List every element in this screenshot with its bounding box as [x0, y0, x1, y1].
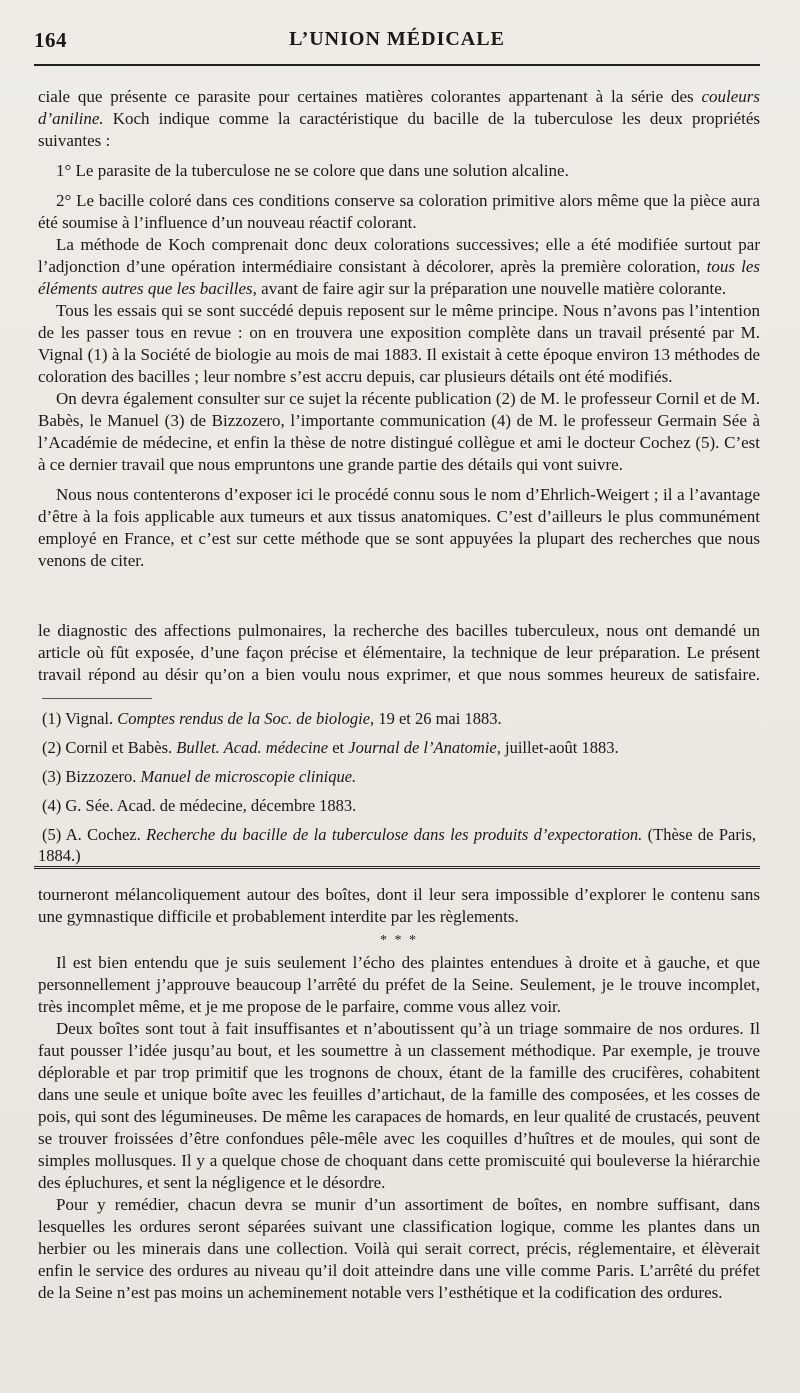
section-divider — [34, 866, 760, 872]
paragraph-4: La méthode de Koch comprenait donc deux colorations successives; elle a été modifiée surtout par l’adjonction d’une opération intermédiaire consistant à décolorer, après la première coloration, tous les éléments autres que les bacilles, avant de faire agir sur la préparation une nouvelle matière colorante. — [38, 235, 760, 298]
upper-article-continued — [38, 620, 760, 708]
paragraph-2: 1° Le parasite de la tuberculose ne se colore que dans une solution alcaline. — [56, 161, 569, 180]
dinkus: * * * — [380, 933, 418, 948]
footnote-4: (4) G. Sée. Acad. de médecine, décembre 1883. — [42, 796, 357, 815]
header-rule — [34, 64, 760, 66]
running-title: L’UNION MÉDICALE — [289, 28, 505, 50]
paragraph-8: le diagnostic des affections pulmonaires, la recherche des bacilles tuberculeux, nous ont demandé un article où fût exposée, d’une façon précise et élémentaire, la technique de leur préparation. Le présent travail répond au désir qu’on a bien voulu nous exprimer, et que nous sommes heureux de satisfaire. — [38, 620, 760, 708]
footnote-5: (5) A. Cochez. Recherche du bacille de la tuberculose dans les produits d’expectoration. (Thèse de Paris, 1884.) — [38, 825, 756, 865]
feuilleton — [38, 884, 760, 1304]
feuilleton-paragraph-3: Deux boîtes sont tout à fait insuffisantes et n’aboutissent qu’à un triage sommaire de nos ordures. Il faut pousser l’idée jusqu’au bout, et les soumettre à un classement méthodique. Par exemple, je trouve déplorable et par trop primitif que les trognons de choux, étant de la famille des crucifères, cohabitent dans une seule et unique boîte avec les feuilles d’artichaut, de la famille des composées, et les cosses de pois, qui sont des légumineuses. De même les carapaces de homards, en leur qualité de crustacés, peuvent se trouver froissées d’être confondues pêle-mêle avec les coquilles d’huîtres et de moules, qui sont de simples mollusques. Il y a quelque chose de choquant dans cette promiscuité qui bouleverse la hiérarchie des épluchures, et sent la négligence et le désordre. — [38, 1019, 760, 1192]
feuilleton-paragraph-1: tourneront mélancoliquement autour des boîtes, dont il leur sera impossible d’explorer le contenu sans une gymnastique difficile et probablement interdite par les règlements. — [38, 885, 760, 926]
paragraph-1: ciale que présente ce parasite pour certaines matières colorantes appartenant à la série des couleurs d’aniline. Koch indique comme la caractéristique du bacille de la tuberculose les deux propriétés suivantes : — [38, 87, 760, 150]
footnote-3: (3) Bizzozero. Manuel de microscopie clinique. — [42, 767, 357, 786]
page-number: 164 — [34, 28, 67, 52]
footnote-1: (1) Vignal. Comptes rendus de la Soc. de biologie, 19 et 26 mai 1883. — [42, 709, 502, 728]
paragraph-5: Tous les essais qui se sont succédé depuis reposent sur le même principe. Nous n’avons pas l’intention de les passer tous en revue : on en trouvera une exposition complète dans un travail présenté par M. Vignal (1) à la Société de biologie au mois de mai 1883. Il existait à cette époque environ 13 méthodes de coloration des bacilles ; leur nombre s’est accru depuis, car plusieurs détails ont été modifiés. — [38, 301, 760, 386]
footnote-2: (2) Cornil et Babès. Bullet. Acad. médecine et Journal de l’Anatomie, juillet-août 1883. — [42, 738, 619, 757]
paragraph-7: Nous nous contenterons d’exposer ici le procédé connu sous le nom d’Ehrlich-Weigert ; il a l’avantage d’être à la fois applicable aux tumeurs et aux tissus anatomiques. C’est d’ailleurs le plus communément employé en France, et c’est sur cette méthode que se sont appuyées la plupart des recherches que nous venons de citer. — [38, 485, 760, 570]
upper-article — [38, 86, 760, 572]
footnotes — [38, 708, 756, 866]
feuilleton-paragraph-2: Il est bien entendu que je suis seulement l’écho des plaintes entendues à droite et à gauche, et que personnellement j’approuve beaucoup l’arrêté du préfet de la Seine. Seulement, je le trouve incomplet, très incomplet même, et je me propose de le parfaire, comme vous allez voir. — [38, 953, 760, 1016]
short-rule — [42, 698, 152, 699]
paragraph-3: 2° Le bacille coloré dans ces conditions conserve sa coloration primitive alors même que la pièce aura été soumise à l’influence d’un nouveau réactif colorant. — [38, 191, 760, 232]
feuilleton-paragraph-4: Pour y remédier, chacun devra se munir d’un assortiment de boîtes, en nombre suffisant, dans lesquelles les ordures seront séparées suivant une classification logique, comme les plantes dans un herbier ou les minerais dans une collection. Voilà qui serait correct, précis, réglementaire, et élèverait enfin le service des ordures au niveau qu’il doit atteindre dans une ville comme Paris. L’arrêté du préfet de la Seine n’est pas moins un acheminement notable vers l’esthétique et la codification des ordures. — [38, 1195, 760, 1302]
page-header — [34, 28, 760, 60]
paragraph-6: On devra également consulter sur ce sujet la récente publication (2) de M. le professeur Cornil et de M. Babès, le Manuel (3) de Bizzozero, l’importante communication (4) de M. le professeur Germain Sée à l’Académie de médecine, et enfin la thèse de notre distingué collègue et ami le docteur Cochez (5). C’est à ce dernier travail que nous empruntons une grande partie des détails qui vont suivre. — [38, 389, 760, 474]
